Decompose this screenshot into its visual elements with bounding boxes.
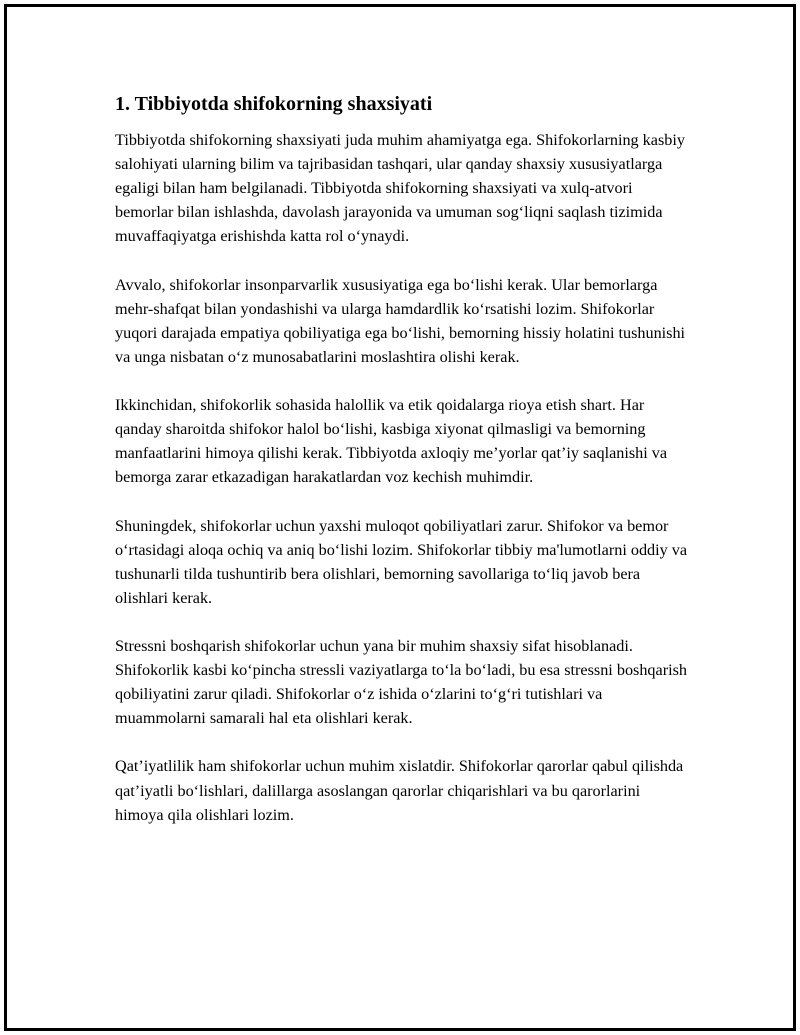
paragraph-honesty-ethics: Ikkinchidan, shifokorlik sohasida halollik va etik qoidalarga rioya etish shart. Har qanday sharoitda shifokor halol bo‘lishi, kasbiga xiyonat qilmasligi va bemorning manfaatlarini himoya qilishi kerak. Tibbiyotda axloqiy me’yorlar qat’iy saqlanishi va bemorga zarar etkazadigan harakatlardan voz kechish muhimdir.: [115, 396, 668, 487]
paragraph-intro: Tibbiyotda shifokorning shaxsiyati juda muhim ahamiyatga ega. Shifokorlarning kasbiy salohiyati ularning bilim va tajribasidan tashqari, ular qanday shaxsiy xususiyatlarga egaligi bilan ham belgilanadi. Tibbiyotda shifokorning shaxsiyati va xulq-atvori bemorlar bilan ishlashda, davolash jarayonida va umuman sog‘liqni saqlash tizimida muvaffaqiyatga erishishda katta rol o‘ynaydi.: [115, 131, 685, 246]
document-body: [115, 90, 690, 851]
paragraph-humanism: Avvalo, shifokorlar insonparvarlik xususiyatiga ega bo‘lishi kerak. Ular bemorlarga mehr-shafqat bilan yondashishi va ularga hamdardlik ko‘rsatishi lozim. Shifokorlar yuqori darajada empatiya qobiliyatiga ega bo‘lishi, bemorning hissiy holatini tushunishi va unga nisbatan o‘z munosabatlarini moslashtira olishi kerak.: [115, 275, 686, 366]
document-title: 1. Tibbiyotda shifokorning shaxsiyati: [115, 93, 433, 115]
paragraph-stress-management: Stressni boshqarish shifokorlar uchun yana bir muhim shaxsiy sifat hisoblanadi. Shifokorlik kasbi ko‘pincha stressli vaziyatlarga to‘la bo‘ladi, bu esa stressni boshqarish qobiliyatini zarur qiladi. Shifokorlar o‘z ishida o‘zlarini to‘g‘ri tutishlari va muammolarni samarali hal eta olishlari kerak.: [115, 636, 687, 728]
paragraph-decisiveness: Qat’iyatlilik ham shifokorlar uchun muhim xislatdir. Shifokorlar qarorlar qabul qilishda qat’iyatli bo‘lishlari, dalillarga asoslangan qarorlar chiqarishlari va bu qarorlarini himoya qila olishlari lozim.: [115, 757, 684, 824]
paragraph-communication: Shuningdek, shifokorlar uchun yaxshi muloqot qobiliyatlari zarur. Shifokor va bemor o‘rtasidagi aloqa ochiq va aniq bo‘lishi lozim. Shifokorlar tibbiy ma'lumotlarni oddiy va tushunarli tilda tushuntirib bera olishlari, bemorning savollariga to‘liq javob bera olishlari kerak.: [115, 516, 688, 607]
